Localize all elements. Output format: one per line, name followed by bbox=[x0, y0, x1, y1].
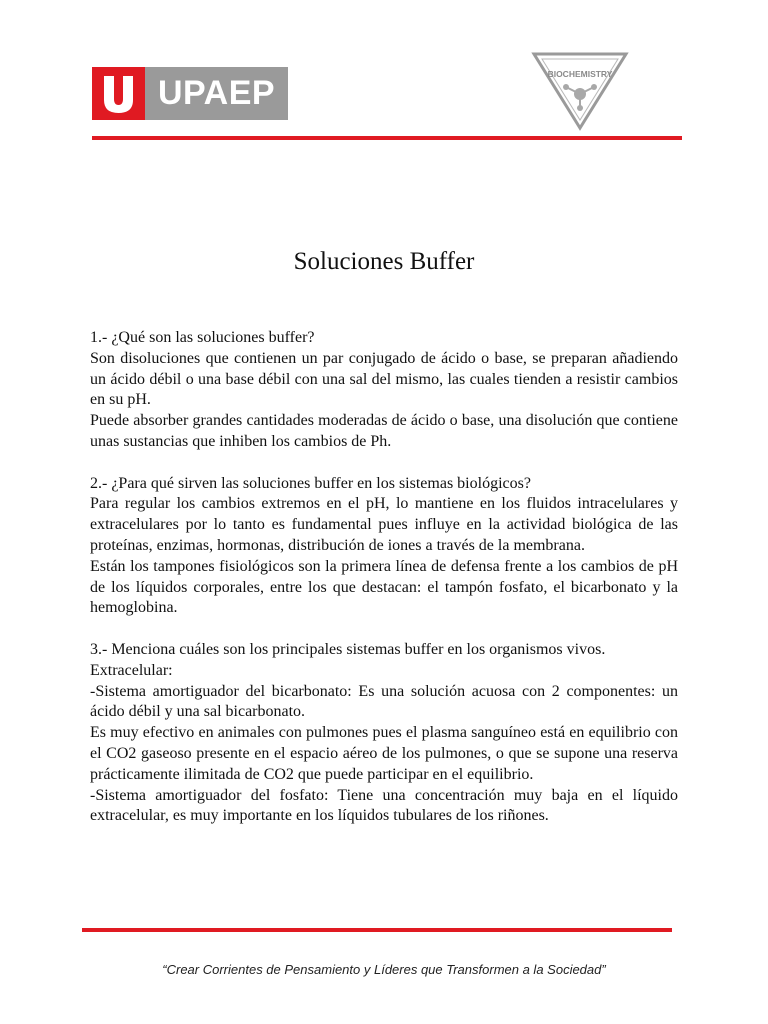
page-title: Soluciones Buffer bbox=[293, 248, 475, 275]
paragraph: Es muy efectivo en animales con pulmones pues el plasma sanguíneo está en equilibrio con el CO2 gaseoso presente en el espacio aéreo de los pulmones, o que se supone una reserva prácticamente ilimitada de CO2 que puede participar en el equilibrio. bbox=[90, 724, 678, 783]
paragraph: Para regular los cambios extremos en el pH, lo mantiene en los fluidos intracelulares y extracelulares por lo tanto es fundamental pues influye en la actividad biológica de las proteínas, enzimas, hormonas, distribución de iones a través de la membrana. bbox=[90, 495, 678, 554]
question-1: 1.- ¿Qué son las soluciones buffer? bbox=[90, 329, 315, 346]
footer-divider bbox=[82, 928, 672, 932]
question-3: 3.- Menciona cuáles son los principales sistemas buffer en los organismos vivos. bbox=[90, 640, 606, 658]
section-2 bbox=[90, 474, 678, 620]
document-body bbox=[90, 328, 678, 827]
badge-text: BIOCHEMISTRY bbox=[547, 69, 613, 79]
upaep-logo-text: UPAEP bbox=[145, 67, 288, 120]
footer-motto: “Crear Corrientes de Pensamiento y Líderes que Transformen a la Sociedad” bbox=[162, 962, 606, 977]
section-1 bbox=[90, 328, 678, 453]
page-header bbox=[0, 0, 768, 145]
spacer bbox=[90, 619, 678, 640]
header-divider bbox=[92, 136, 682, 140]
upaep-logo bbox=[92, 67, 288, 120]
section-3 bbox=[90, 640, 678, 827]
question-2: 2.- ¿Para qué sirven las soluciones buffer en los sistemas biológicos? bbox=[90, 474, 531, 492]
paragraph: Extracelular: bbox=[90, 661, 173, 679]
paragraph: Son disoluciones que contienen un par conjugado de ácido o base, se preparan añadiendo un ácido débil o una base débil con una sal del mismo, las cuales tienden a resistir cambios en su pH. bbox=[90, 349, 678, 409]
paragraph: -Sistema amortiguador del bicarbonato: Es una solución acuosa con 2 componentes: un ácido débil y una sal bicarbonato. bbox=[90, 682, 678, 721]
spacer bbox=[90, 453, 678, 474]
paragraph: -Sistema amortiguador del fosfato: Tiene una concentración muy baja en el líquido extracelular, es muy importante en los líquidos tubulares de los riñones. bbox=[90, 786, 678, 825]
biochemistry-badge-icon bbox=[528, 50, 632, 132]
u-mark-icon bbox=[92, 67, 145, 120]
paragraph: Puede absorber grandes cantidades moderadas de ácido o base, una disolución que contiene unas sustancias que inhiben los cambios de Ph. bbox=[90, 412, 678, 450]
paragraph: Están los tampones fisiológicos son la primera línea de defensa frente a los cambios de pH de los líquidos corporales, entre los que destacan: el tampón fosfato, el bicarbonato y la hemoglobina. bbox=[90, 557, 678, 617]
